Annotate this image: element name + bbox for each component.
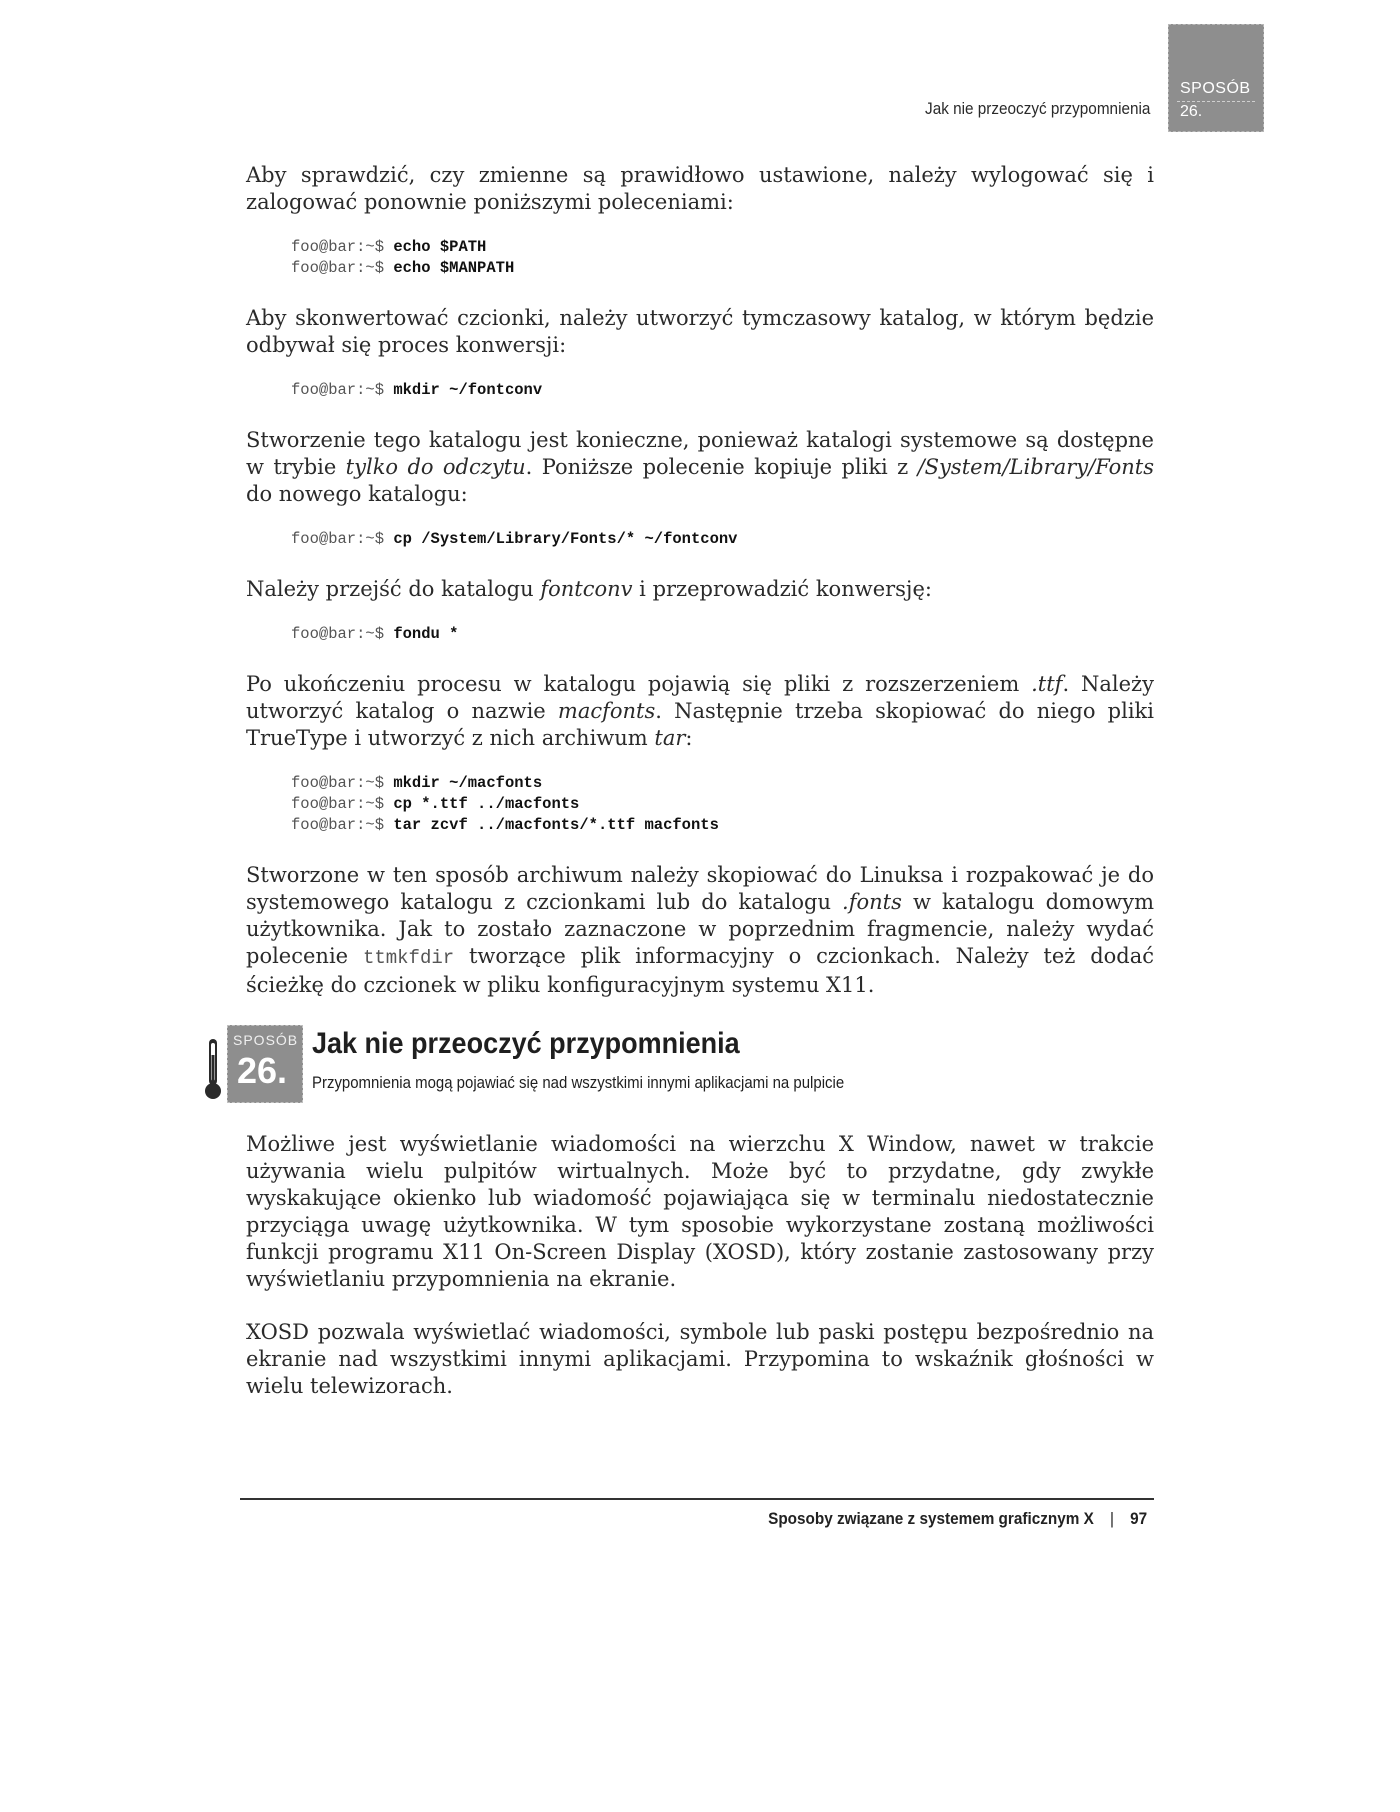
italic-term: tylko do odczytu: [345, 455, 526, 479]
italic-path: macfonts: [557, 699, 656, 723]
code-command: mkdir ~/fontconv: [393, 381, 543, 399]
text-run: w katalogu domowym użytkownika. Jak to zostało zaznaczone w poprzednim fragmencie, należy wydać polecenie: [246, 890, 1154, 968]
italic-path: .fonts: [842, 890, 902, 914]
code-prompt: foo@bar:~$: [291, 238, 394, 256]
tab-divider: [1177, 101, 1255, 102]
hack-title: Jak nie przeoczyć przypomnienia: [312, 1027, 740, 1060]
italic-term: .ttf: [1031, 672, 1063, 696]
footer-section-title: Sposoby związane z systemem graficznym X: [767, 1509, 1094, 1528]
hack-subtitle: Przypomnienia mogą pojawiać się nad wszystkimi innymi aplikacjami na pulpicie: [312, 1073, 845, 1092]
code-prompt: foo@bar:~$: [291, 774, 394, 792]
text-run: Stworzone w ten sposób archiwum należy skopiować do Linuksa i rozpakować je do systemowego katalogu z czcionkami lub do katalogu: [246, 863, 1154, 914]
page-number: 97: [1129, 1509, 1147, 1528]
code-prompt: foo@bar:~$: [291, 816, 394, 834]
text-run: :: [685, 726, 693, 750]
page-body: [233, 162, 1155, 1400]
paragraph-4: [246, 576, 1154, 603]
text-run: . Należy utworzyć katalog o nazwie: [246, 672, 1154, 723]
text-run: . Poniższe polecenie kopiuje pliki z: [525, 455, 918, 479]
code-prompt: foo@bar:~$: [291, 530, 394, 548]
code-block-5: [246, 773, 1154, 836]
italic-path: /System/Library/Fonts: [917, 455, 1154, 479]
paragraph-5: [246, 671, 1154, 752]
text-run: tworzące plik informacyjny o czcionkach. Należy też dodać ścieżkę do czcionek w pliku konfiguracyjnym systemu X11.: [246, 944, 1155, 997]
code-command: cp /System/Library/Fonts/* ~/fontconv: [393, 530, 738, 548]
text-run: i przeprowadzić konwersję:: [632, 577, 932, 601]
footer-rule: [240, 1498, 1154, 1500]
code-prompt: foo@bar:~$: [291, 259, 394, 277]
paragraph-7: Możliwe jest wyświetlanie wiadomości na wierzchu X Window, nawet w trakcie używania wielu pulpitów wirtualnych. Może być to przydatne, gdy zwykłe wyskakujące okienko lub wiadomość pojawiająca się w terminalu niedostatecznie przyciąga uwagę użytkownika. W tym sposobie wykorzystane zostaną możliwości funkcji programu X11 On-Screen Display (XOSD), który zostanie zastosowany przy wyświetlaniu przypomnienia na ekranie.: [246, 1132, 1154, 1291]
code-prompt: foo@bar:~$: [291, 795, 394, 813]
tab-number: 26.: [1180, 103, 1203, 120]
code-command: cp *.ttf ../macfonts: [393, 795, 580, 813]
text-run: Stworzenie tego katalogu jest konieczne, ponieważ katalogi systemowe są dostępne w trybie: [246, 428, 1154, 479]
page-footer: [768, 1509, 1147, 1529]
code-command: echo $MANPATH: [393, 259, 515, 277]
code-block-1: [246, 237, 1154, 279]
paragraph-1: Aby sprawdzić, czy zmienne są prawidłowo ustawione, należy wylogować się i zalogować ponownie poniższymi poleceniami:: [246, 163, 1154, 214]
thermometer-icon: [202, 1037, 224, 1101]
code-command: tar zcvf ../macfonts/*.ttf macfonts: [393, 816, 719, 834]
hack-badge-number: 26.: [237, 1050, 288, 1091]
chapter-tab: [1168, 24, 1264, 132]
tab-label: SPOSÓB: [1180, 80, 1251, 97]
code-block-4: [246, 624, 1154, 645]
code-command: echo $PATH: [393, 238, 487, 256]
footer-separator: |: [1109, 1509, 1114, 1528]
paragraph-3: [246, 427, 1154, 508]
italic-term: tar: [654, 726, 686, 750]
paragraph-6: [246, 862, 1154, 999]
inline-command: ttmkfdir: [362, 947, 455, 969]
code-block-2: [246, 380, 1154, 401]
italic-path: fontconv: [540, 577, 633, 601]
hack-badge-label: SPOSÓB: [233, 1032, 299, 1048]
code-prompt: foo@bar:~$: [291, 625, 394, 643]
code-block-3: [246, 529, 1154, 550]
running-head-title: Jak nie przeoczyć przypomnienia: [924, 99, 1150, 118]
text-run: . Następnie trzeba skopiować do niego pliki TrueType i utworzyć z nich archiwum: [246, 699, 1154, 750]
hack-badge: [227, 1025, 303, 1103]
code-command: fondu *: [393, 625, 459, 643]
paragraph-2: Aby skonwertować czcionki, należy utworzyć tymczasowy katalog, w którym będzie odbywał się proces konwersji:: [246, 306, 1154, 357]
paragraph-8: XOSD pozwala wyświetlać wiadomości, symbole lub paski postępu bezpośrednio na ekranie nad wszystkimi innymi aplikacjami. Przypomina to wskaźnik głośności w wielu telewizorach.: [246, 1320, 1154, 1398]
text-run: Po ukończeniu procesu w katalogu pojawią się pliki z rozszerzeniem: [246, 672, 1032, 696]
code-command: mkdir ~/macfonts: [393, 774, 543, 792]
text-run: do nowego katalogu:: [246, 482, 468, 506]
hack-heading: [202, 1025, 1154, 1107]
text-run: Należy przejść do katalogu: [246, 577, 541, 601]
code-prompt: foo@bar:~$: [291, 381, 394, 399]
